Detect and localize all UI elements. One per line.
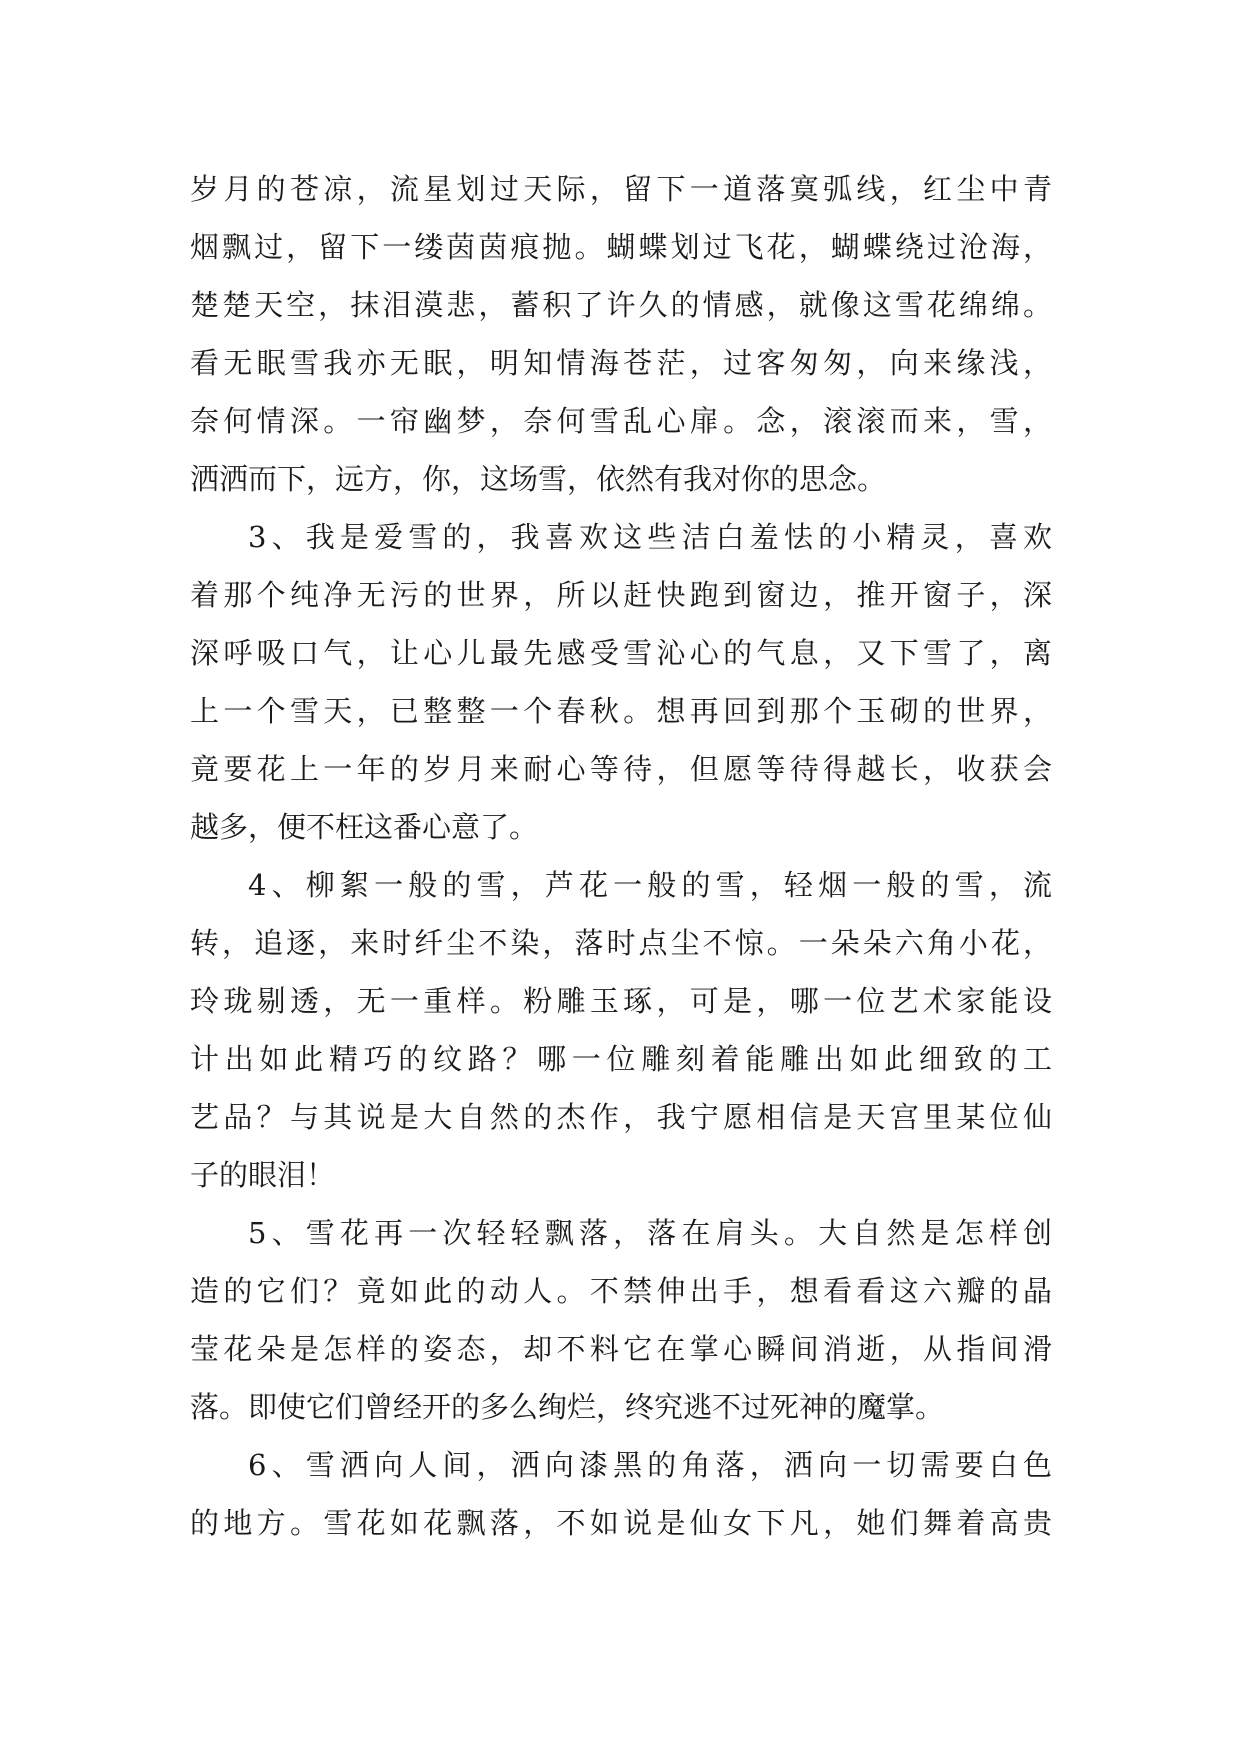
text-line: 莹花朵是怎样的姿态，却不料它在掌心瞬间消逝，从指间滑 bbox=[190, 1332, 1052, 1366]
text-line: 艺品？与其说是大自然的杰作，我宁愿相信是天宫里某位仙 bbox=[190, 1100, 1052, 1134]
body-text bbox=[190, 160, 1052, 1552]
text-line: 着那个纯净无污的世界，所以赶快跑到窗边，推开窗子，深 bbox=[190, 578, 1052, 612]
text-line: 4、柳絮一般的雪，芦花一般的雪，轻烟一般的雪，流 bbox=[248, 868, 1052, 902]
text-line: 深呼吸口气，让心儿最先感受雪沁心的气息，又下雪了，离 bbox=[190, 636, 1052, 670]
text-line: 计出如此精巧的纹路？哪一位雕刻着能雕出如此细致的工 bbox=[190, 1042, 1052, 1076]
text-line: 转，追逐，来时纤尘不染，落时点尘不惊。一朵朵六角小花， bbox=[190, 926, 1052, 960]
text-line: 烟飘过，留下一缕茵茵痕抛。蝴蝶划过飞花，蝴蝶绕过沧海， bbox=[190, 230, 1052, 264]
paragraph-4 bbox=[190, 856, 1052, 1204]
paragraph-6 bbox=[190, 1436, 1052, 1552]
text-line: 岁月的苍凉，流星划过天际，留下一道落寞弧线，红尘中青 bbox=[190, 172, 1052, 206]
text-line: 看无眠雪我亦无眠，明知情海苍茫，过客匆匆，向来缘浅， bbox=[190, 346, 1052, 380]
text-line: 落。即使它们曾经开的多么绚烂，终究逃不过死神的魔掌。 bbox=[190, 1390, 945, 1424]
text-line: 子的眼泪！ bbox=[190, 1158, 336, 1192]
text-line: 6、雪洒向人间，洒向漆黑的角落，洒向一切需要白色 bbox=[248, 1448, 1052, 1482]
text-line: 楚楚天空，抹泪漠悲，蓄积了许久的情感，就像这雪花绵绵。 bbox=[190, 288, 1052, 322]
text-line: 5、雪花再一次轻轻飘落，落在肩头。大自然是怎样创 bbox=[248, 1216, 1052, 1250]
text-line: 的地方。雪花如花飘落，不如说是仙女下凡，她们舞着高贵 bbox=[190, 1506, 1052, 1540]
text-line: 洒洒而下，远方，你，这场雪，依然有我对你的思念。 bbox=[190, 462, 887, 496]
paragraph-5 bbox=[190, 1204, 1052, 1436]
text-line: 3、我是爱雪的，我喜欢这些洁白羞怯的小精灵，喜欢 bbox=[248, 520, 1052, 554]
text-line: 造的它们？竟如此的动人。不禁伸出手，想看看这六瓣的晶 bbox=[190, 1274, 1052, 1308]
text-line: 奈何情深。一帘幽梦，奈何雪乱心扉。念，滚滚而来，雪， bbox=[190, 404, 1052, 438]
text-line: 上一个雪天，已整整一个春秋。想再回到那个玉砌的世界， bbox=[190, 694, 1052, 728]
text-line: 越多，便不枉这番心意了。 bbox=[190, 810, 539, 844]
text-line: 玲珑剔透，无一重样。粉雕玉琢，可是，哪一位艺术家能设 bbox=[190, 984, 1052, 1018]
paragraph-3 bbox=[190, 508, 1052, 856]
text-line: 竟要花上一年的岁月来耐心等待，但愿等待得越长，收获会 bbox=[190, 752, 1052, 786]
paragraph-1 bbox=[190, 160, 1052, 508]
